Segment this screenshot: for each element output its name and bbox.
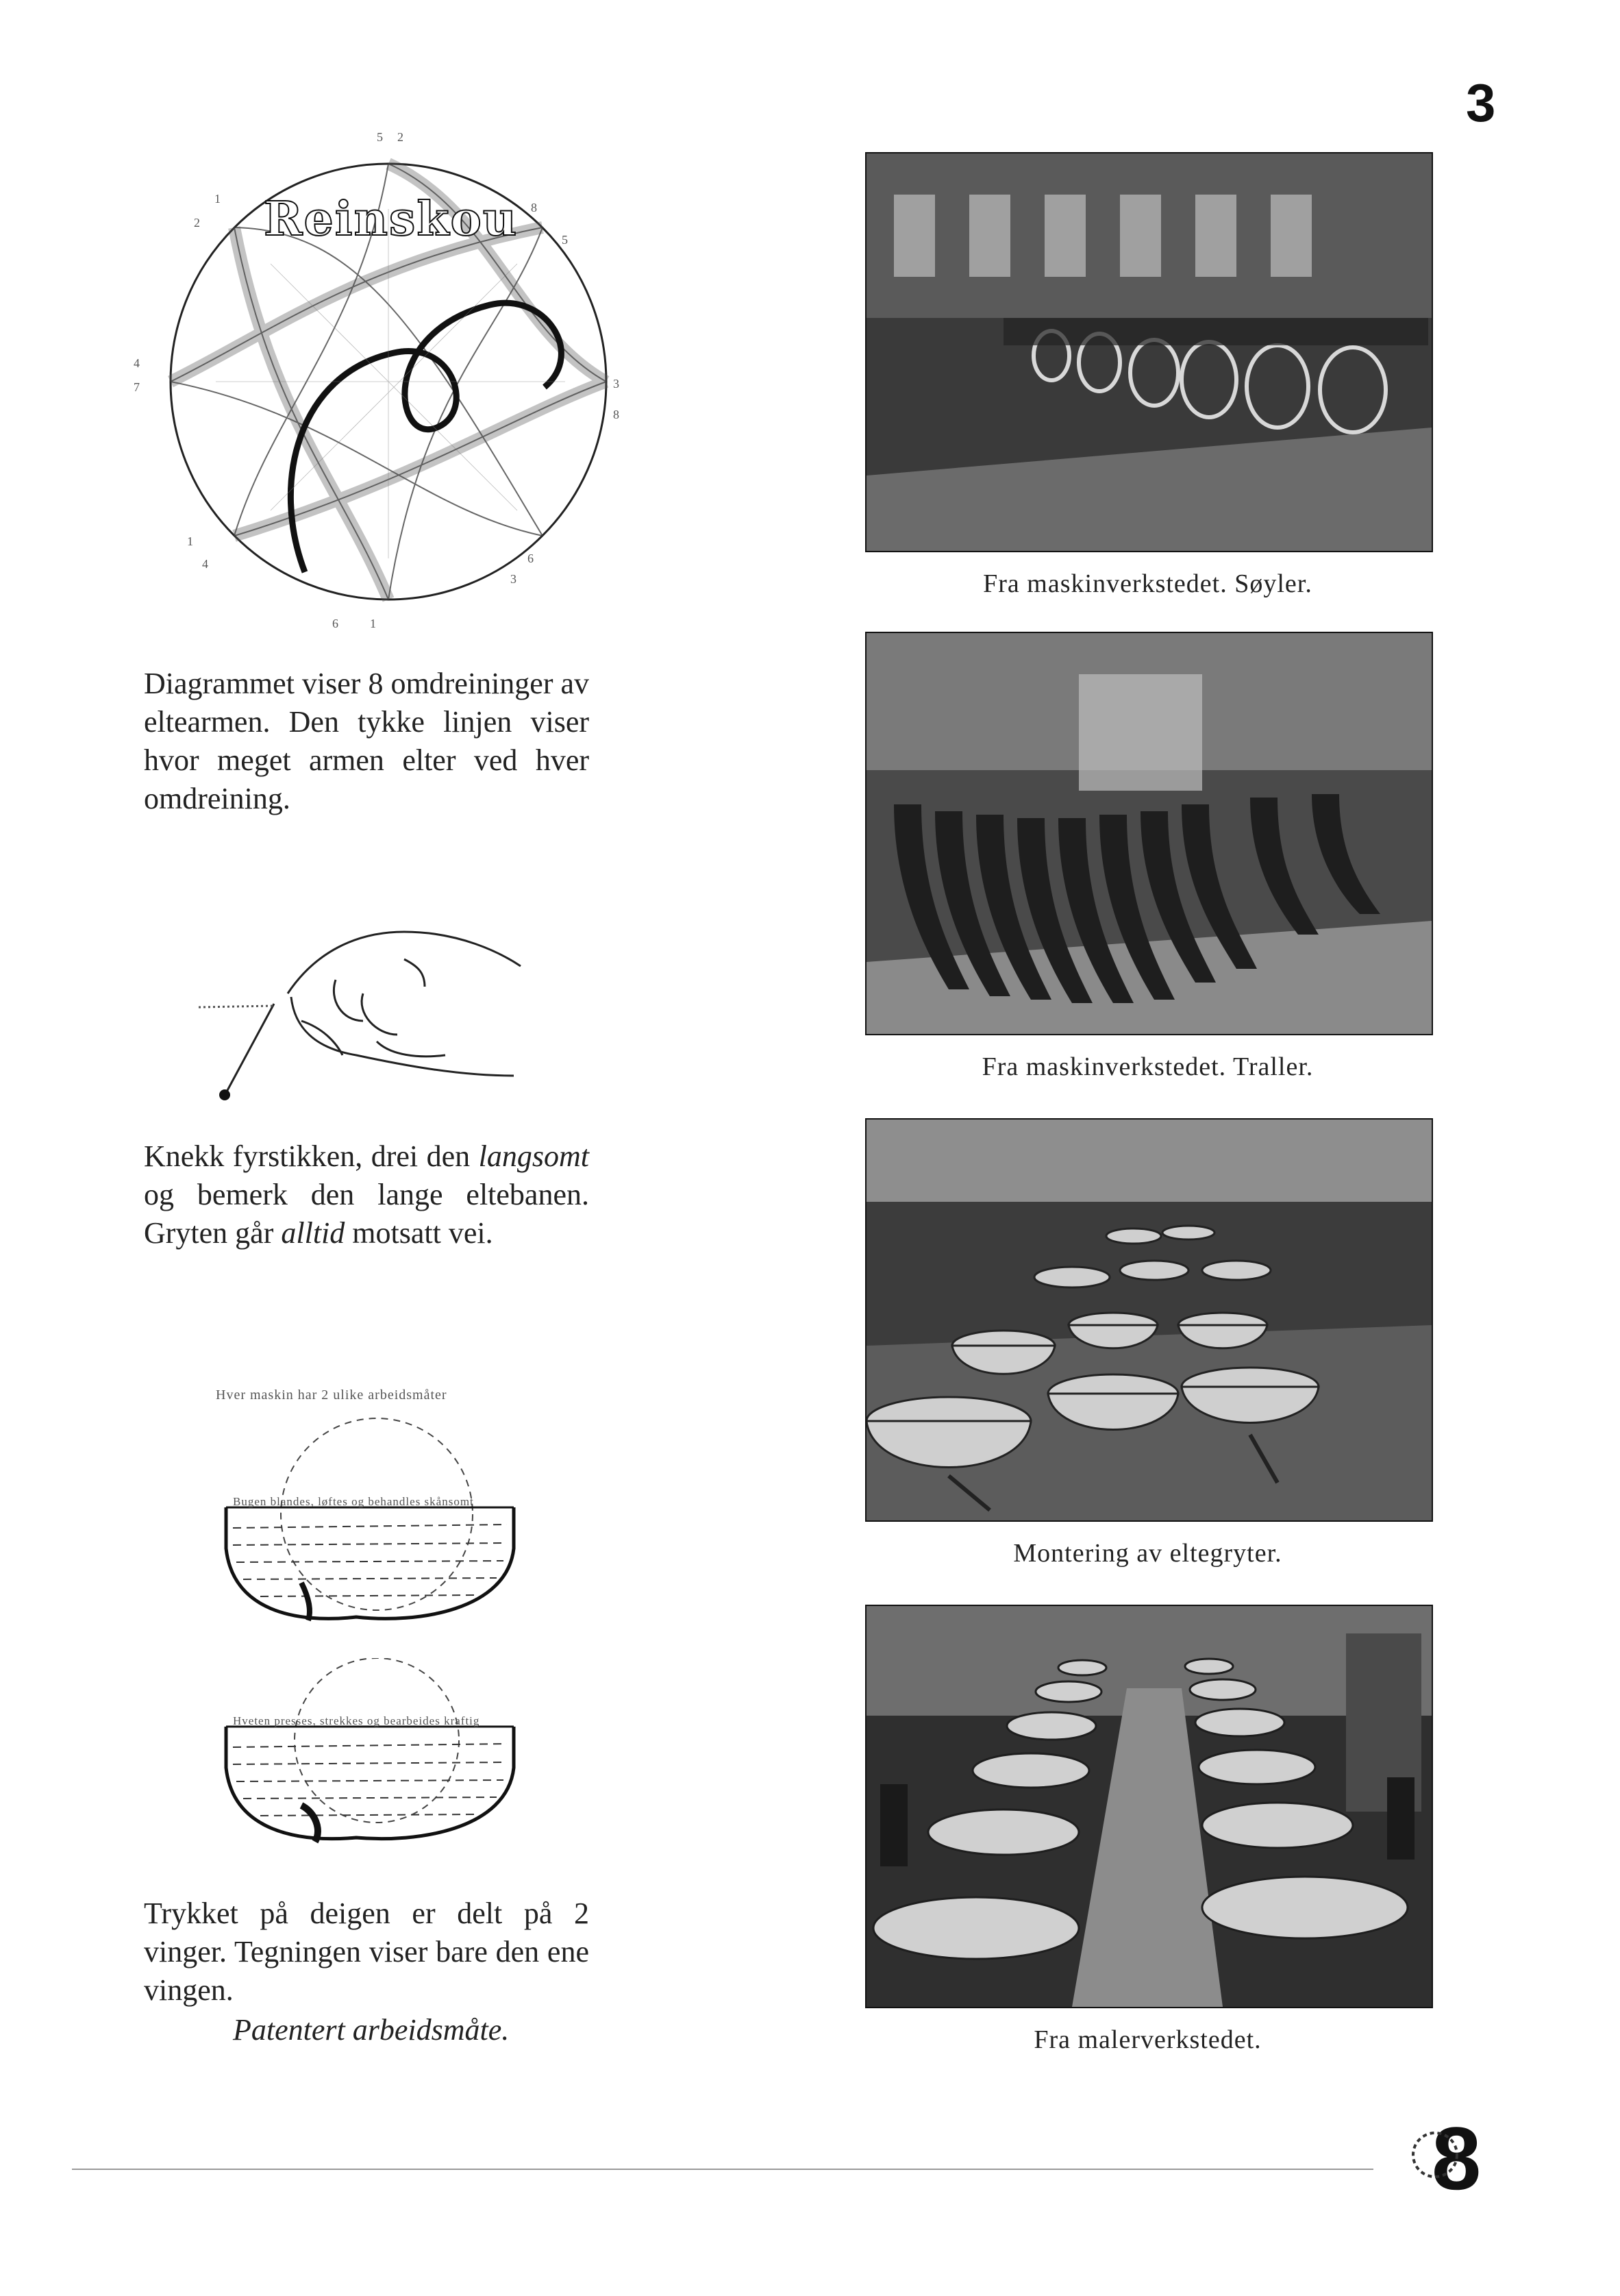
bowl-top-label: Hver maskin har 2 ulike arbeidsmåter — [216, 1387, 447, 1403]
diagram-number: 2 — [194, 216, 201, 230]
match-caption-text-2: og bemerk den lange eltebanen. Gryten går — [144, 1178, 589, 1250]
diagram-number: 4 — [134, 356, 140, 370]
brand-wordmark: Reinskou — [264, 192, 519, 247]
caption-assembly: Montering av eltegryter. — [1013, 1539, 1282, 1568]
photo-assembly-kneading-bowls — [865, 1118, 1433, 1522]
caption-columns: Fra maskinverkstedet. Søyler. — [983, 569, 1312, 598]
diagram-number: 6 — [332, 617, 339, 630]
diagram-number: 6 — [527, 552, 534, 565]
match-caption-italic-2: alltid — [281, 1216, 345, 1250]
page-number: 3 — [1466, 73, 1496, 133]
diagram-caption: Diagrammet viser 8 omdreininger av eltearmen. Den tykke linjen viser hvor meget armen elter ved hver omdreining. — [144, 667, 590, 815]
bowl-diagram-strong — [219, 1658, 521, 1877]
diagram-number: 8 — [613, 408, 620, 421]
footer-rule — [72, 2169, 1373, 2170]
bowl-inner-label: Bugen blandes, løftes og behandles skånsomt — [233, 1495, 474, 1508]
hand-match-illustration — [199, 911, 527, 1110]
diagram-number: 1 — [370, 617, 377, 630]
bowl-diagram-gentle — [219, 1411, 521, 1631]
gear-icon — [1408, 2127, 1462, 2182]
footer-logo: 8 — [1432, 2108, 1482, 2208]
match-caption — [144, 1137, 589, 1252]
photo-machine-workshop-columns — [865, 152, 1433, 552]
photo-paint-workshop — [865, 1605, 1433, 2008]
diagram-number: 8 — [531, 201, 538, 214]
pressure-caption: Trykket på deigen er delt på 2 vinger. Tegningen viser bare den ene vingen. — [144, 1897, 589, 2007]
diagram-number: 1 — [187, 534, 194, 548]
bowl-inner-label: Hveten presses, strekkes og bearbeides kraftig — [233, 1714, 480, 1727]
diagram-number: 7 — [134, 380, 140, 394]
diagram-number: 3 — [510, 572, 517, 586]
kneading-diagram — [134, 127, 644, 634]
diagram-number: 4 — [202, 557, 209, 571]
caption-trolleys: Fra maskinverkstedet. Traller. — [982, 1052, 1314, 1081]
diagram-number: 5 — [377, 130, 384, 144]
photo-machine-workshop-trolleys — [865, 632, 1433, 1035]
caption-paint-workshop: Fra malerverkstedet. — [1034, 2025, 1262, 2054]
match-caption-italic-1: langsomt — [478, 1139, 589, 1173]
diagram-number: 5 — [562, 233, 569, 247]
patent-caption: Patentert arbeidsmåte. — [233, 2013, 510, 2047]
diagram-number: 1 — [214, 192, 221, 206]
diagram-number: 3 — [613, 377, 620, 391]
match-caption-text-1: Knekk fyrstikken, drei den — [144, 1139, 479, 1173]
diagram-number: 2 — [397, 130, 404, 144]
match-caption-text-3: motsatt vei. — [345, 1216, 493, 1250]
